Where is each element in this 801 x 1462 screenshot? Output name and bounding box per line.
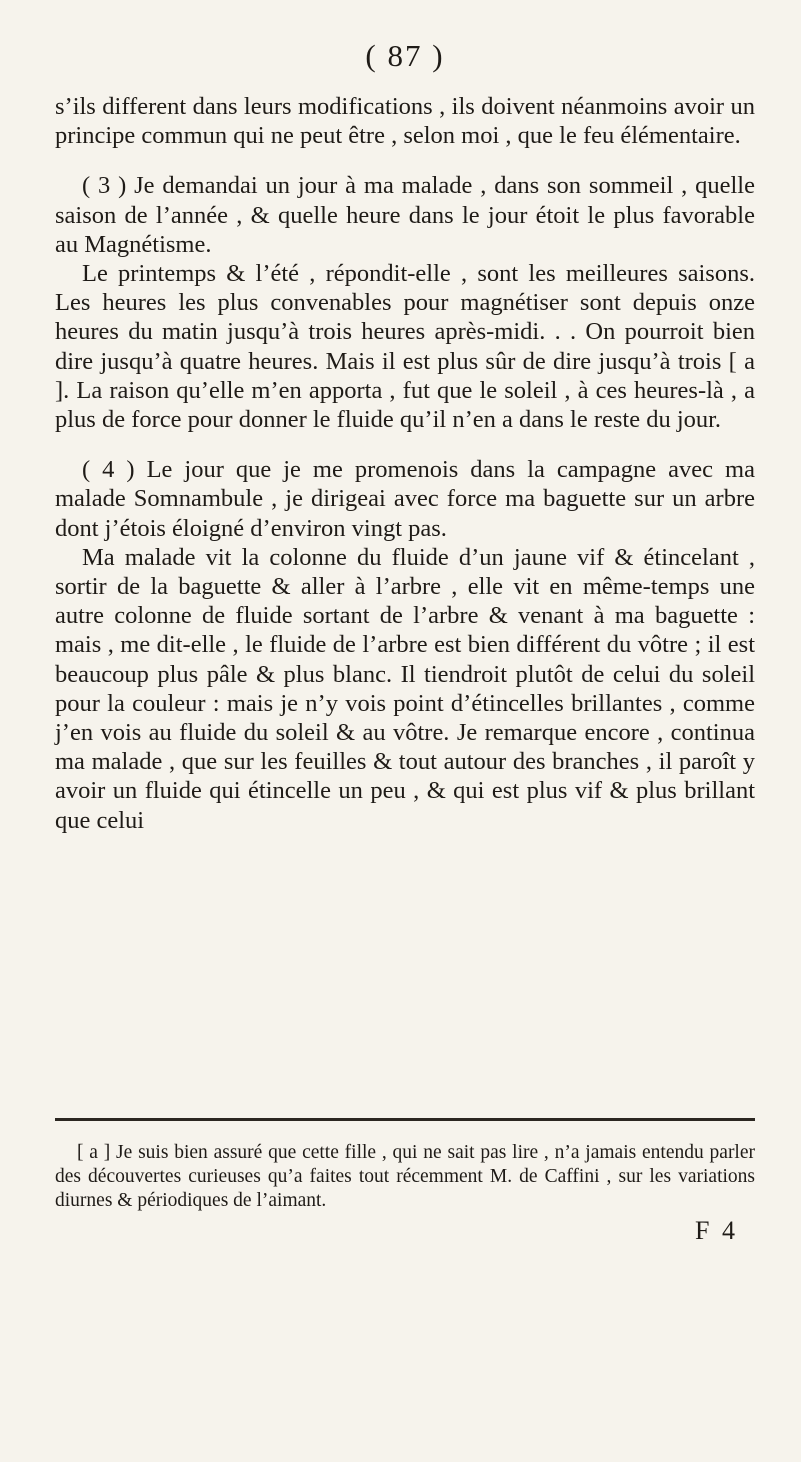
paragraph-gap — [55, 150, 755, 171]
paragraph-gap — [55, 434, 755, 455]
footnote-text: [ a ] Je suis bien assuré que cette fille , qui ne sait pas lire , n’a jamais entendu parler des découvertes curieuses qu’a faites tout récemment M. de Caffini , sur les variations diurnes & périodiques de l’aimant. — [55, 1142, 755, 1211]
footnote-rule — [55, 1118, 755, 1121]
book-page — [55, 0, 755, 1462]
signature-mark: F 4 — [695, 1216, 738, 1245]
paragraph-continuation: s’ils different dans leurs modifications , ils doivent néanmoins avoir un principe commun qui ne peut être , selon moi , que le feu élémentaire. — [55, 93, 755, 150]
body-text — [55, 92, 755, 835]
paragraph-observation: Ma malade vit la colonne du fluide d’un jaune vif & étincelant , sortir de la baguette & aller à l’arbre , elle vit en même-temps une autre colonne de fluide sortant de l’arbre & venant à ma baguette : mais , me dit-elle , le fluide de l’arbre est bien différent du vôtre ; il est beaucoup plus pâle & plus blanc. Il tiendroit plutôt de celui du soleil pour la couleur : mais je n’y vois point d’étincelles brillantes , comme j’en vois au fluide du soleil & au vôtre. Je remarque encore , continua ma malade , que sur les feuilles & tout autour des branches , il paroît y avoir un fluide qui étincelle un peu , & qui est plus vif & plus brillant que celui — [55, 543, 755, 834]
paragraph-note-4: ( 4 ) Le jour que je me promenois dans la campagne avec ma malade Somnambule , je dirigeai avec force ma baguette sur un arbre dont j’étois éloigné d’environ vingt pas. — [55, 456, 755, 542]
paragraph-reply: Le printemps & l’été , répondit-elle , sont les meilleures saisons. Les heures les plus convenables pour magnétiser sont depuis onze heures du matin jusqu’à trois heures après-midi. . . On pourroit bien dire jusqu’à quatre heures. Mais il est plus sûr de dire jusqu’à trois [ a ]. La raison qu’elle m’en apporta , fut que le soleil , à ces heures-là , a plus de force pour donner le fluide qu’il n’en a dans le reste du jour. — [55, 260, 755, 434]
page-number: ( 87 ) — [365, 38, 445, 73]
paragraph-note-3: ( 3 ) Je demandai un jour à ma malade , dans son sommeil , quelle saison de l’année , & quelle heure dans le jour étoit le plus favorable au Magnétisme. — [55, 172, 755, 258]
footnote — [55, 1141, 755, 1213]
